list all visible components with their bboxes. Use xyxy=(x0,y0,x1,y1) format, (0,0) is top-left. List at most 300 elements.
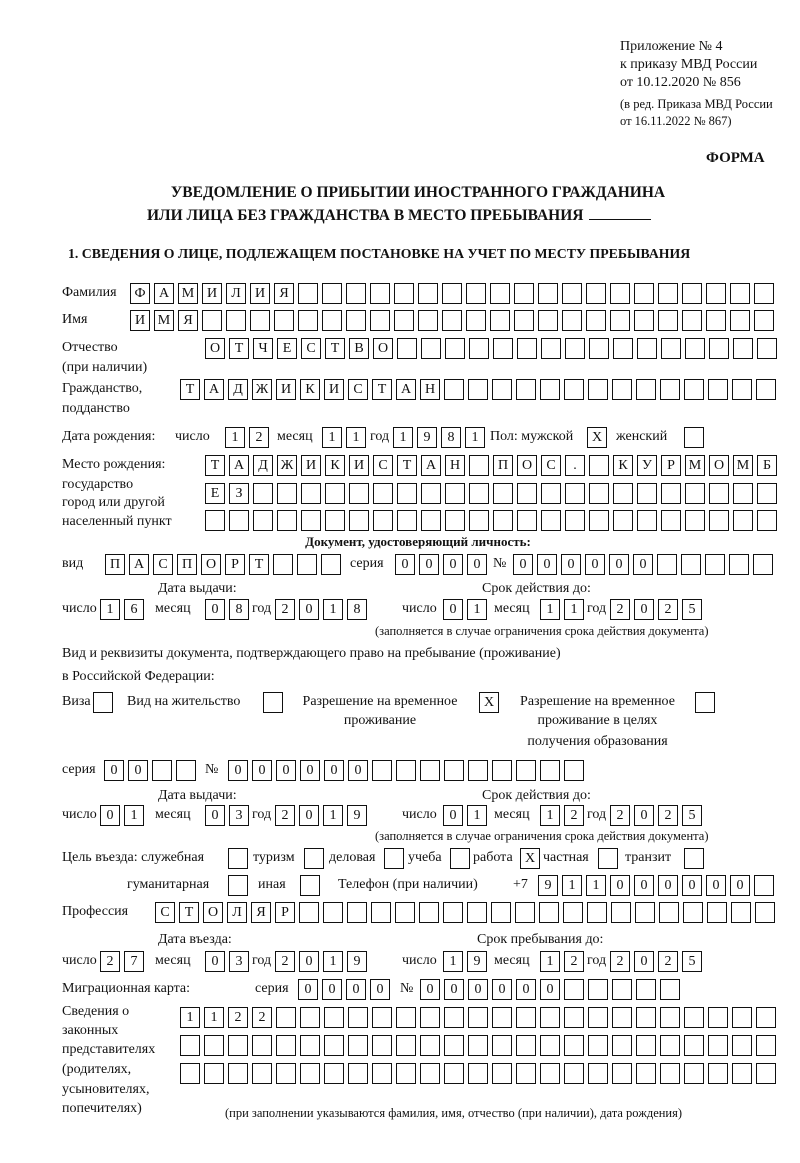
char-cell[interactable]: 1 xyxy=(323,599,343,620)
char-cell[interactable]: П xyxy=(493,455,513,476)
char-cell[interactable] xyxy=(450,848,470,869)
char-cell[interactable] xyxy=(733,510,753,531)
migration-number-field[interactable] xyxy=(420,979,684,1000)
char-cell[interactable] xyxy=(635,902,655,923)
char-cell[interactable]: Л xyxy=(227,902,247,923)
char-cell[interactable] xyxy=(325,510,345,531)
month-field[interactable] xyxy=(205,599,253,620)
char-cell[interactable] xyxy=(372,1035,392,1056)
char-cell[interactable] xyxy=(756,1007,776,1028)
char-cell[interactable]: Е xyxy=(277,338,297,359)
char-cell[interactable]: 7 xyxy=(124,951,144,972)
char-cell[interactable]: Т xyxy=(325,338,345,359)
char-cell[interactable] xyxy=(613,510,633,531)
char-cell[interactable]: Р xyxy=(661,455,681,476)
char-cell[interactable]: X xyxy=(479,692,499,713)
char-cell[interactable] xyxy=(586,283,606,304)
char-cell[interactable] xyxy=(491,902,511,923)
char-cell[interactable] xyxy=(421,483,441,504)
char-cell[interactable] xyxy=(469,455,489,476)
char-cell[interactable]: А xyxy=(154,283,174,304)
char-cell[interactable]: 1 xyxy=(323,951,343,972)
char-cell[interactable]: . xyxy=(565,455,585,476)
char-cell[interactable]: 2 xyxy=(658,951,678,972)
char-cell[interactable] xyxy=(660,1007,680,1028)
char-cell[interactable] xyxy=(636,1063,656,1084)
char-cell[interactable] xyxy=(300,1007,320,1028)
char-cell[interactable] xyxy=(253,483,273,504)
char-cell[interactable] xyxy=(695,692,715,713)
char-cell[interactable]: 0 xyxy=(443,805,463,826)
char-cell[interactable]: Т xyxy=(180,379,200,400)
char-cell[interactable] xyxy=(514,310,534,331)
char-cell[interactable]: 0 xyxy=(634,805,654,826)
char-cell[interactable]: 0 xyxy=(467,554,487,575)
char-cell[interactable] xyxy=(733,338,753,359)
char-cell[interactable] xyxy=(684,427,704,448)
char-cell[interactable]: Т xyxy=(179,902,199,923)
char-cell[interactable] xyxy=(684,1035,704,1056)
char-cell[interactable] xyxy=(681,554,701,575)
char-cell[interactable] xyxy=(563,902,583,923)
char-cell[interactable]: Д xyxy=(253,455,273,476)
char-cell[interactable] xyxy=(442,283,462,304)
char-cell[interactable]: 1 xyxy=(225,427,245,448)
char-cell[interactable] xyxy=(685,338,705,359)
char-cell[interactable] xyxy=(589,483,609,504)
char-cell[interactable] xyxy=(708,1063,728,1084)
char-cell[interactable] xyxy=(492,1063,512,1084)
char-cell[interactable] xyxy=(301,483,321,504)
migration-series-field[interactable] xyxy=(298,979,394,1000)
char-cell[interactable] xyxy=(346,310,366,331)
char-cell[interactable]: 2 xyxy=(658,805,678,826)
char-cell[interactable]: 0 xyxy=(634,951,654,972)
char-cell[interactable] xyxy=(372,760,392,781)
char-cell[interactable] xyxy=(611,902,631,923)
char-cell[interactable] xyxy=(490,310,510,331)
year-field[interactable] xyxy=(275,599,371,620)
char-cell[interactable] xyxy=(397,510,417,531)
residence-number-field[interactable] xyxy=(228,760,588,781)
char-cell[interactable]: Я xyxy=(274,283,294,304)
char-cell[interactable]: 2 xyxy=(228,1007,248,1028)
char-cell[interactable] xyxy=(636,979,656,1000)
char-cell[interactable]: 0 xyxy=(324,760,344,781)
char-cell[interactable] xyxy=(372,1007,392,1028)
citizenship-field[interactable] xyxy=(180,379,780,400)
char-cell[interactable]: Я xyxy=(178,310,198,331)
char-cell[interactable] xyxy=(277,510,297,531)
char-cell[interactable]: 0 xyxy=(420,979,440,1000)
char-cell[interactable]: 2 xyxy=(610,805,630,826)
visa-checkbox[interactable] xyxy=(93,692,117,713)
char-cell[interactable]: 0 xyxy=(276,760,296,781)
char-cell[interactable] xyxy=(397,338,417,359)
char-cell[interactable] xyxy=(660,379,680,400)
char-cell[interactable]: 9 xyxy=(467,951,487,972)
char-cell[interactable]: 0 xyxy=(252,760,272,781)
temp-permit-checkbox[interactable] xyxy=(479,692,503,713)
purpose-business-checkbox[interactable] xyxy=(384,848,408,869)
edu-permit-checkbox[interactable] xyxy=(695,692,719,713)
month-field[interactable] xyxy=(540,805,588,826)
char-cell[interactable] xyxy=(515,902,535,923)
char-cell[interactable] xyxy=(152,760,172,781)
char-cell[interactable] xyxy=(707,902,727,923)
char-cell[interactable]: 2 xyxy=(610,599,630,620)
char-cell[interactable]: Я xyxy=(251,902,271,923)
char-cell[interactable] xyxy=(733,483,753,504)
char-cell[interactable]: С xyxy=(373,455,393,476)
char-cell[interactable] xyxy=(757,338,777,359)
purpose-study-checkbox[interactable] xyxy=(450,848,474,869)
char-cell[interactable] xyxy=(636,1007,656,1028)
char-cell[interactable]: О xyxy=(201,554,221,575)
char-cell[interactable] xyxy=(564,379,584,400)
char-cell[interactable] xyxy=(299,902,319,923)
char-cell[interactable] xyxy=(204,1035,224,1056)
char-cell[interactable] xyxy=(564,760,584,781)
char-cell[interactable] xyxy=(420,1007,440,1028)
char-cell[interactable] xyxy=(348,1063,368,1084)
char-cell[interactable]: 2 xyxy=(252,1007,272,1028)
char-cell[interactable]: X xyxy=(587,427,607,448)
char-cell[interactable] xyxy=(682,283,702,304)
char-cell[interactable] xyxy=(493,510,513,531)
char-cell[interactable] xyxy=(276,1063,296,1084)
char-cell[interactable]: 1 xyxy=(204,1007,224,1028)
char-cell[interactable]: 8 xyxy=(347,599,367,620)
purpose-tourism-checkbox[interactable] xyxy=(304,848,328,869)
char-cell[interactable]: 0 xyxy=(205,805,225,826)
char-cell[interactable] xyxy=(706,310,726,331)
birth-place-row[interactable] xyxy=(205,455,781,476)
char-cell[interactable]: И xyxy=(301,455,321,476)
char-cell[interactable]: 0 xyxy=(300,760,320,781)
char-cell[interactable]: 0 xyxy=(299,805,319,826)
char-cell[interactable] xyxy=(395,902,415,923)
char-cell[interactable]: 0 xyxy=(322,979,342,1000)
char-cell[interactable]: 5 xyxy=(682,951,702,972)
char-cell[interactable]: 6 xyxy=(124,599,144,620)
char-cell[interactable] xyxy=(516,1035,536,1056)
char-cell[interactable]: 0 xyxy=(228,760,248,781)
char-cell[interactable] xyxy=(396,1007,416,1028)
char-cell[interactable]: Б xyxy=(757,455,777,476)
char-cell[interactable]: 0 xyxy=(633,554,653,575)
char-cell[interactable] xyxy=(394,283,414,304)
char-cell[interactable] xyxy=(660,979,680,1000)
char-cell[interactable] xyxy=(250,310,270,331)
char-cell[interactable]: Д xyxy=(228,379,248,400)
char-cell[interactable] xyxy=(684,379,704,400)
char-cell[interactable]: 1 xyxy=(100,599,120,620)
char-cell[interactable]: 0 xyxy=(443,554,463,575)
char-cell[interactable] xyxy=(229,510,249,531)
char-cell[interactable] xyxy=(729,554,749,575)
char-cell[interactable] xyxy=(756,1035,776,1056)
char-cell[interactable] xyxy=(420,1063,440,1084)
char-cell[interactable] xyxy=(180,1063,200,1084)
char-cell[interactable] xyxy=(348,1035,368,1056)
char-cell[interactable] xyxy=(421,510,441,531)
birth-place-row[interactable] xyxy=(205,510,781,531)
char-cell[interactable]: И xyxy=(324,379,344,400)
char-cell[interactable] xyxy=(468,1035,488,1056)
char-cell[interactable]: Р xyxy=(225,554,245,575)
char-cell[interactable] xyxy=(661,338,681,359)
char-cell[interactable] xyxy=(322,310,342,331)
char-cell[interactable] xyxy=(516,379,536,400)
char-cell[interactable]: 2 xyxy=(249,427,269,448)
char-cell[interactable]: Т xyxy=(229,338,249,359)
char-cell[interactable]: 0 xyxy=(537,554,557,575)
char-cell[interactable]: 0 xyxy=(634,599,654,620)
birth-place-row[interactable] xyxy=(205,483,781,504)
year-field[interactable] xyxy=(275,805,371,826)
char-cell[interactable]: 2 xyxy=(564,805,584,826)
char-cell[interactable] xyxy=(661,483,681,504)
char-cell[interactable]: 3 xyxy=(229,951,249,972)
char-cell[interactable] xyxy=(421,338,441,359)
doc-type-field[interactable] xyxy=(105,554,345,575)
char-cell[interactable] xyxy=(709,338,729,359)
char-cell[interactable] xyxy=(468,1063,488,1084)
char-cell[interactable]: 1 xyxy=(562,875,582,896)
char-cell[interactable] xyxy=(373,510,393,531)
char-cell[interactable] xyxy=(732,1063,752,1084)
char-cell[interactable] xyxy=(754,283,774,304)
char-cell[interactable] xyxy=(277,483,297,504)
char-cell[interactable]: 1 xyxy=(564,599,584,620)
month-field[interactable] xyxy=(540,951,588,972)
char-cell[interactable]: А xyxy=(396,379,416,400)
char-cell[interactable]: Е xyxy=(205,483,225,504)
char-cell[interactable] xyxy=(709,510,729,531)
char-cell[interactable] xyxy=(298,283,318,304)
char-cell[interactable]: К xyxy=(300,379,320,400)
char-cell[interactable] xyxy=(588,1007,608,1028)
char-cell[interactable]: И xyxy=(202,283,222,304)
char-cell[interactable] xyxy=(420,760,440,781)
char-cell[interactable]: К xyxy=(613,455,633,476)
char-cell[interactable] xyxy=(588,379,608,400)
char-cell[interactable] xyxy=(444,760,464,781)
purpose-service-checkbox[interactable] xyxy=(228,848,252,869)
char-cell[interactable] xyxy=(300,1063,320,1084)
char-cell[interactable] xyxy=(93,692,113,713)
char-cell[interactable]: 8 xyxy=(441,427,461,448)
char-cell[interactable] xyxy=(445,338,465,359)
char-cell[interactable] xyxy=(565,483,585,504)
char-cell[interactable] xyxy=(469,483,489,504)
char-cell[interactable] xyxy=(612,1007,632,1028)
char-cell[interactable] xyxy=(685,483,705,504)
char-cell[interactable]: 0 xyxy=(682,875,702,896)
char-cell[interactable] xyxy=(396,1063,416,1084)
char-cell[interactable] xyxy=(349,483,369,504)
char-cell[interactable] xyxy=(685,510,705,531)
char-cell[interactable]: А xyxy=(129,554,149,575)
sex-male-checkbox[interactable] xyxy=(587,427,611,448)
day-field[interactable] xyxy=(443,951,491,972)
char-cell[interactable]: 0 xyxy=(610,875,630,896)
char-cell[interactable] xyxy=(492,760,512,781)
char-cell[interactable]: 0 xyxy=(298,979,318,1000)
char-cell[interactable]: 0 xyxy=(513,554,533,575)
char-cell[interactable]: 0 xyxy=(585,554,605,575)
char-cell[interactable]: 0 xyxy=(370,979,390,1000)
char-cell[interactable] xyxy=(587,902,607,923)
char-cell[interactable] xyxy=(634,283,654,304)
char-cell[interactable] xyxy=(637,338,657,359)
char-cell[interactable] xyxy=(661,510,681,531)
char-cell[interactable] xyxy=(589,338,609,359)
char-cell[interactable] xyxy=(540,1007,560,1028)
char-cell[interactable]: 2 xyxy=(275,951,295,972)
char-cell[interactable] xyxy=(492,379,512,400)
char-cell[interactable] xyxy=(684,1007,704,1028)
char-cell[interactable]: Т xyxy=(205,455,225,476)
char-cell[interactable] xyxy=(708,1035,728,1056)
char-cell[interactable] xyxy=(397,483,417,504)
char-cell[interactable]: И xyxy=(276,379,296,400)
char-cell[interactable] xyxy=(370,310,390,331)
char-cell[interactable] xyxy=(180,1035,200,1056)
birth-year-field[interactable] xyxy=(393,427,489,448)
char-cell[interactable] xyxy=(516,760,536,781)
char-cell[interactable]: М xyxy=(154,310,174,331)
char-cell[interactable] xyxy=(588,1063,608,1084)
char-cell[interactable] xyxy=(304,848,324,869)
char-cell[interactable] xyxy=(444,379,464,400)
char-cell[interactable] xyxy=(253,510,273,531)
char-cell[interactable]: 5 xyxy=(682,599,702,620)
char-cell[interactable]: С xyxy=(348,379,368,400)
char-cell[interactable] xyxy=(370,283,390,304)
char-cell[interactable] xyxy=(565,510,585,531)
char-cell[interactable] xyxy=(371,902,391,923)
char-cell[interactable] xyxy=(658,283,678,304)
char-cell[interactable] xyxy=(637,510,657,531)
char-cell[interactable] xyxy=(586,310,606,331)
profession-field[interactable] xyxy=(155,902,779,923)
char-cell[interactable] xyxy=(394,310,414,331)
char-cell[interactable]: 5 xyxy=(682,805,702,826)
char-cell[interactable] xyxy=(469,510,489,531)
doc-number-field[interactable] xyxy=(513,554,777,575)
char-cell[interactable] xyxy=(202,310,222,331)
char-cell[interactable] xyxy=(755,902,775,923)
char-cell[interactable] xyxy=(589,455,609,476)
char-cell[interactable] xyxy=(564,1007,584,1028)
char-cell[interactable] xyxy=(588,979,608,1000)
char-cell[interactable]: 0 xyxy=(444,979,464,1000)
char-cell[interactable]: 1 xyxy=(540,599,560,620)
char-cell[interactable]: З xyxy=(229,483,249,504)
char-cell[interactable] xyxy=(683,902,703,923)
char-cell[interactable] xyxy=(516,1007,536,1028)
char-cell[interactable] xyxy=(540,1063,560,1084)
char-cell[interactable]: А xyxy=(229,455,249,476)
char-cell[interactable] xyxy=(540,760,560,781)
phone-field[interactable] xyxy=(538,875,778,896)
char-cell[interactable] xyxy=(325,483,345,504)
char-cell[interactable] xyxy=(418,310,438,331)
char-cell[interactable]: А xyxy=(421,455,441,476)
char-cell[interactable] xyxy=(396,1035,416,1056)
char-cell[interactable] xyxy=(444,1007,464,1028)
char-cell[interactable]: Ч xyxy=(253,338,273,359)
char-cell[interactable] xyxy=(300,875,320,896)
char-cell[interactable] xyxy=(301,510,321,531)
char-cell[interactable] xyxy=(540,1035,560,1056)
char-cell[interactable]: 0 xyxy=(658,875,678,896)
char-cell[interactable] xyxy=(418,283,438,304)
char-cell[interactable] xyxy=(347,902,367,923)
char-cell[interactable] xyxy=(612,1035,632,1056)
char-cell[interactable] xyxy=(517,483,537,504)
char-cell[interactable]: 1 xyxy=(443,951,463,972)
char-cell[interactable]: 0 xyxy=(205,599,225,620)
char-cell[interactable] xyxy=(228,1063,248,1084)
char-cell[interactable] xyxy=(492,1035,512,1056)
char-cell[interactable] xyxy=(757,510,777,531)
char-cell[interactable] xyxy=(276,1035,296,1056)
birth-day-field[interactable] xyxy=(225,427,273,448)
char-cell[interactable]: 0 xyxy=(395,554,415,575)
char-cell[interactable]: С xyxy=(301,338,321,359)
char-cell[interactable]: 1 xyxy=(322,427,342,448)
char-cell[interactable] xyxy=(540,379,560,400)
char-cell[interactable] xyxy=(564,1063,584,1084)
char-cell[interactable] xyxy=(443,902,463,923)
char-cell[interactable]: Т xyxy=(249,554,269,575)
char-cell[interactable] xyxy=(613,483,633,504)
char-cell[interactable] xyxy=(226,310,246,331)
year-field[interactable] xyxy=(610,805,706,826)
char-cell[interactable] xyxy=(228,1035,248,1056)
char-cell[interactable]: 1 xyxy=(467,805,487,826)
patronymic-field[interactable] xyxy=(205,338,781,359)
char-cell[interactable] xyxy=(444,1035,464,1056)
char-cell[interactable] xyxy=(204,1063,224,1084)
char-cell[interactable]: Н xyxy=(420,379,440,400)
char-cell[interactable] xyxy=(756,1063,776,1084)
char-cell[interactable] xyxy=(588,1035,608,1056)
char-cell[interactable] xyxy=(324,1035,344,1056)
char-cell[interactable]: 0 xyxy=(205,951,225,972)
char-cell[interactable]: 0 xyxy=(100,805,120,826)
char-cell[interactable] xyxy=(514,283,534,304)
char-cell[interactable]: С xyxy=(155,902,175,923)
char-cell[interactable]: 2 xyxy=(658,599,678,620)
char-cell[interactable]: П xyxy=(177,554,197,575)
char-cell[interactable]: П xyxy=(105,554,125,575)
char-cell[interactable]: А xyxy=(204,379,224,400)
char-cell[interactable] xyxy=(754,875,774,896)
char-cell[interactable] xyxy=(516,1063,536,1084)
char-cell[interactable]: 0 xyxy=(516,979,536,1000)
char-cell[interactable] xyxy=(442,310,462,331)
char-cell[interactable] xyxy=(493,338,513,359)
name-field[interactable] xyxy=(130,310,778,331)
char-cell[interactable]: X xyxy=(520,848,540,869)
residence-permit-checkbox[interactable] xyxy=(263,692,287,713)
char-cell[interactable] xyxy=(321,554,341,575)
char-cell[interactable]: 0 xyxy=(348,760,368,781)
